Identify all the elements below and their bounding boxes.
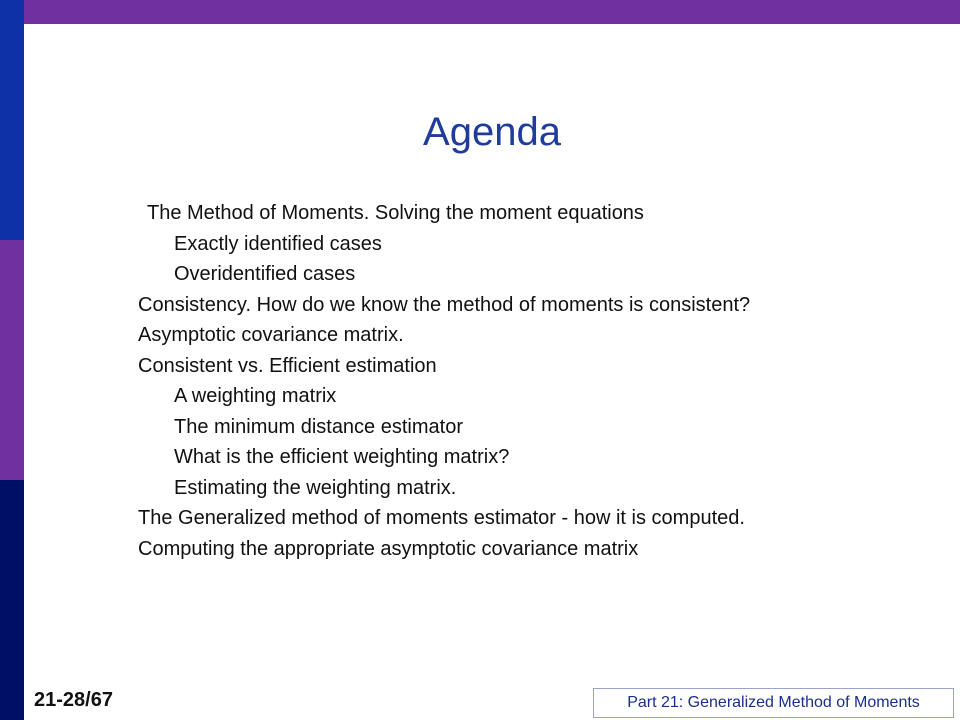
top-decor-bar <box>0 0 960 24</box>
agenda-subitem: The minimum distance estimator <box>174 415 463 438</box>
agenda-item: Consistent vs. Efficient estimation <box>138 354 437 377</box>
left-decor-strip-blue <box>0 0 24 240</box>
agenda-item: Computing the appropriate asymptotic covariance matrix <box>138 537 639 560</box>
agenda-subitem: What is the efficient weighting matrix? <box>174 446 510 468</box>
agenda-subitem: Estimating the weighting matrix. <box>174 476 457 499</box>
slide-title: Agenda <box>423 110 561 154</box>
footer-part-label: Part 21: Generalized Method of Moments <box>593 688 954 718</box>
agenda-item: The Method of Moments. Solving the moment equations <box>147 202 644 224</box>
agenda-item: Asymptotic covariance matrix. <box>138 324 404 346</box>
left-decor-strip-navy <box>0 480 24 720</box>
agenda-subitem: Exactly identified cases <box>174 232 382 255</box>
agenda-item: The Generalized method of moments estimator - how it is computed. <box>138 507 745 529</box>
slide-number: 21-28/67 <box>34 689 113 711</box>
left-decor-strip-purple <box>0 240 24 480</box>
agenda-subitem: Overidentified cases <box>174 263 356 285</box>
agenda-item: Consistency. How do we know the method of moments is consistent? <box>138 293 751 316</box>
agenda-subitem: A weighting matrix <box>174 385 337 407</box>
agenda-list <box>138 202 928 568</box>
